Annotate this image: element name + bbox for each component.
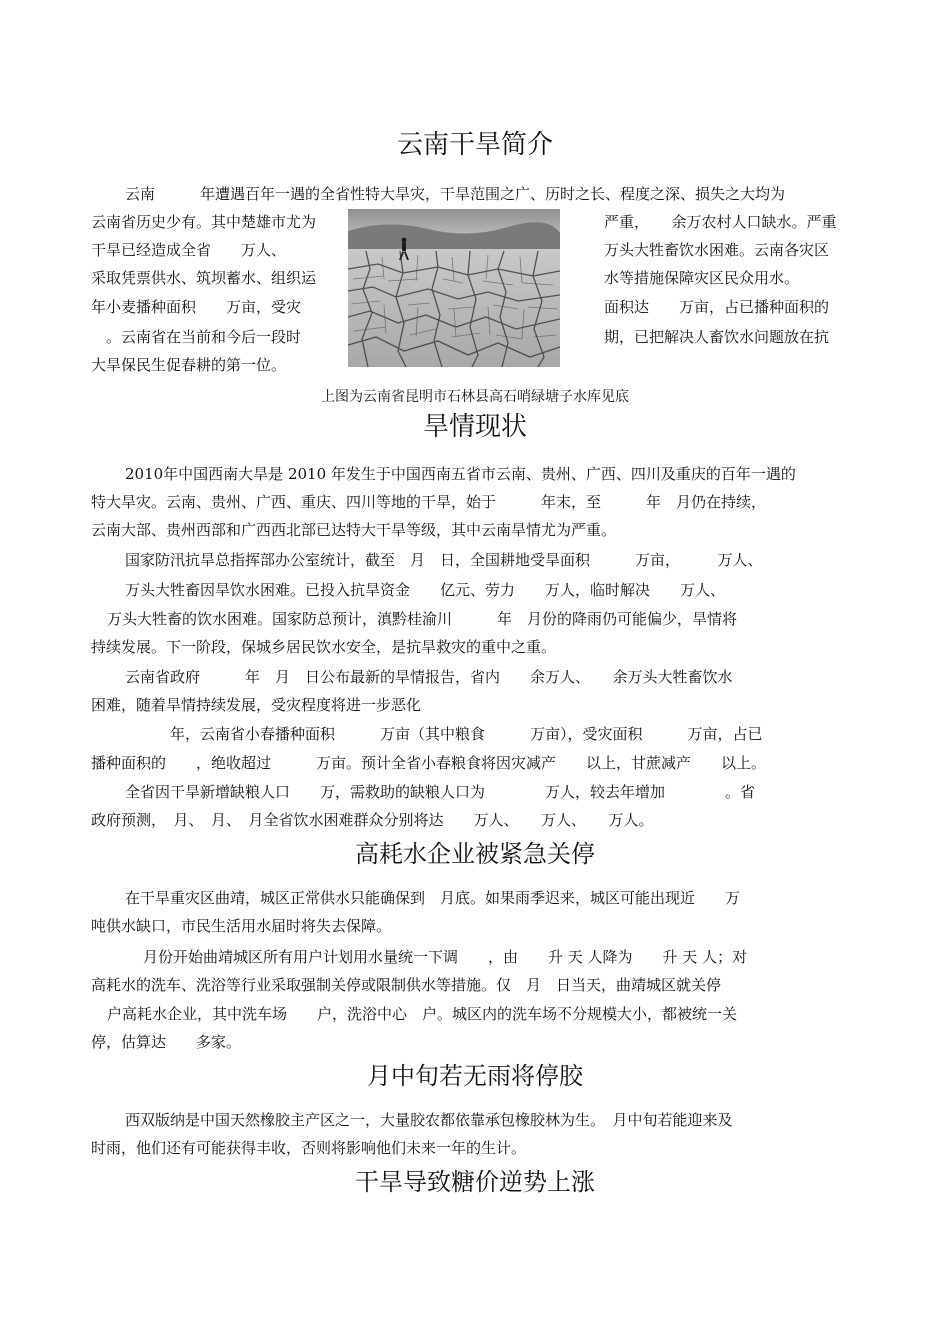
shutdown-line-4: 高耗水的洗车、洗浴等行业采取强制关停或限制供水等措施。仅 月 日当天，曲靖城区就关停: [91, 976, 722, 994]
title-yunnan-drought-intro: 云南干旱简介: [396, 130, 553, 160]
shutdown-line-3: 月份开始曲靖城区所有用户计划用水量统一下调 ，由 升 天 人降为 升 天 人；对: [143, 948, 748, 966]
intro-line-3-right: 万头大牲畜饮水困难。云南各灾区: [604, 241, 830, 259]
title-sugar-price-rise: 干旱导致糖价逆势上涨: [355, 1168, 595, 1196]
status-line-2: 特大旱灾。云南、贵州、广西、重庆、四川等地的干旱，始于 年末，至 年 月仍在持续，: [91, 493, 767, 511]
intro-line-5-right: 面积达 万亩，占已播种面积的: [604, 298, 830, 316]
status-line-7: 持续发展。下一阶段，保城乡居民饮水安全，是抗旱救灾的重中之重。: [91, 638, 557, 656]
status-line-9: 困难，随着旱情持续发展，受灾程度将进一步恶化: [91, 696, 422, 714]
intro-line-2-right: 严重， 余万农村人口缺水。严重: [604, 213, 837, 231]
intro-line-4-right: 水等措施保障灾区民众用水。: [604, 269, 800, 287]
status-line-5: 万头大牲畜因旱饮水困难。已投入抗旱资金 亿元、劳力 万人，临时解决 万人、: [125, 581, 726, 599]
rubber-line-2: 时雨，他们还有可能获得丰收，否则将影响他们未来一年的生计。: [91, 1139, 527, 1157]
title-rubber-tapping-halt: 月中旬若无雨将停胶: [367, 1062, 583, 1090]
status-line-1: 2010年中国西南大旱是 2010 年发生于中国西南五省市云南、贵州、广西、四川及重庆的百年一遇的: [125, 465, 796, 483]
status-line-12: 全省因干旱新增缺粮人口 万，需救助的缺粮人口为 万人，较去年增加 。省: [125, 783, 756, 801]
rubber-line-1: 西双版纳是中国天然橡胶主产区之一，大量胶农都依靠承包橡胶林为生。 月中旬若能迎来及: [125, 1111, 733, 1129]
status-line-10: 年，云南省小春播种面积 万亩（其中粮食 万亩），受灾面积 万亩，占已: [170, 725, 763, 743]
intro-line-3-left: 干旱已经造成全省 万人、: [91, 241, 287, 259]
status-line-6: 万头大牲畜的饮水困难。国家防总预计，滇黔桂渝川 年 月份的降雨仍可能偏少，旱情将: [107, 610, 738, 628]
shutdown-line-2: 吨供水缺口，市民生活用水届时将失去保障。: [91, 917, 392, 935]
status-line-13: 政府预测， 月、 月、 月全省饮水困难群众分别将达 万人、 万人、 万人。: [91, 811, 654, 829]
shutdown-line-6: 停，估算达 多家。: [91, 1033, 242, 1051]
title-water-intensive-shutdown: 高耗水企业被紧急关停: [355, 840, 595, 868]
intro-line-5-left: 年小麦播种面积 万亩，受灾: [91, 298, 302, 316]
dry-reservoir-photo: [348, 209, 560, 367]
intro-line-4-left: 采取凭票供水、筑坝蓄水、组织运: [91, 269, 317, 287]
intro-line-6-right: 期，已把解决人畜饮水问题放在抗: [604, 328, 830, 346]
intro-line-6-left: 。云南省在当前和今后一段时: [91, 328, 302, 346]
shutdown-line-5: 户高耗水企业，其中洗车场 户，洗浴中心 户。城区内的洗车场不分规模大小，都被统一关: [107, 1005, 738, 1023]
title-drought-status: 旱情现状: [422, 412, 527, 442]
status-line-11: 播种面积的 ，绝收超过 万亩。预计全省小春粮食将因灾减产 以上，甘蔗减产 以上。: [91, 754, 767, 772]
shutdown-line-1: 在干旱重灾区曲靖，城区正常供水只能确保到 月底。如果雨季迟来，城区可能出现近 万: [125, 889, 741, 907]
status-line-4: 国家防汛抗旱总指挥部办公室统计，截至 月 日，全国耕地受旱面积 万亩， 万人、: [125, 551, 763, 569]
intro-line-2-left: 云南省历史少有。其中楚雄市尤为: [91, 213, 317, 231]
intro-line-7: 大旱保民生促春耕的第一位。: [91, 356, 287, 374]
photo-caption: 上图为云南省昆明市石林县高石哨绿塘子水库见底: [321, 389, 629, 405]
intro-line-1: 云南 年遭遇百年一遇的全省性特大旱灾，干旱范围之广、历时之长、程度之深、损失之大均为: [125, 185, 786, 203]
status-line-3: 云南大部、贵州西部和广西西北部已达特大干旱等级，其中云南旱情尤为严重。: [91, 521, 617, 539]
status-line-8: 云南省政府 年 月 日公布最新的旱情报告，省内 余万人、 余万头大牲畜饮水: [125, 668, 733, 686]
